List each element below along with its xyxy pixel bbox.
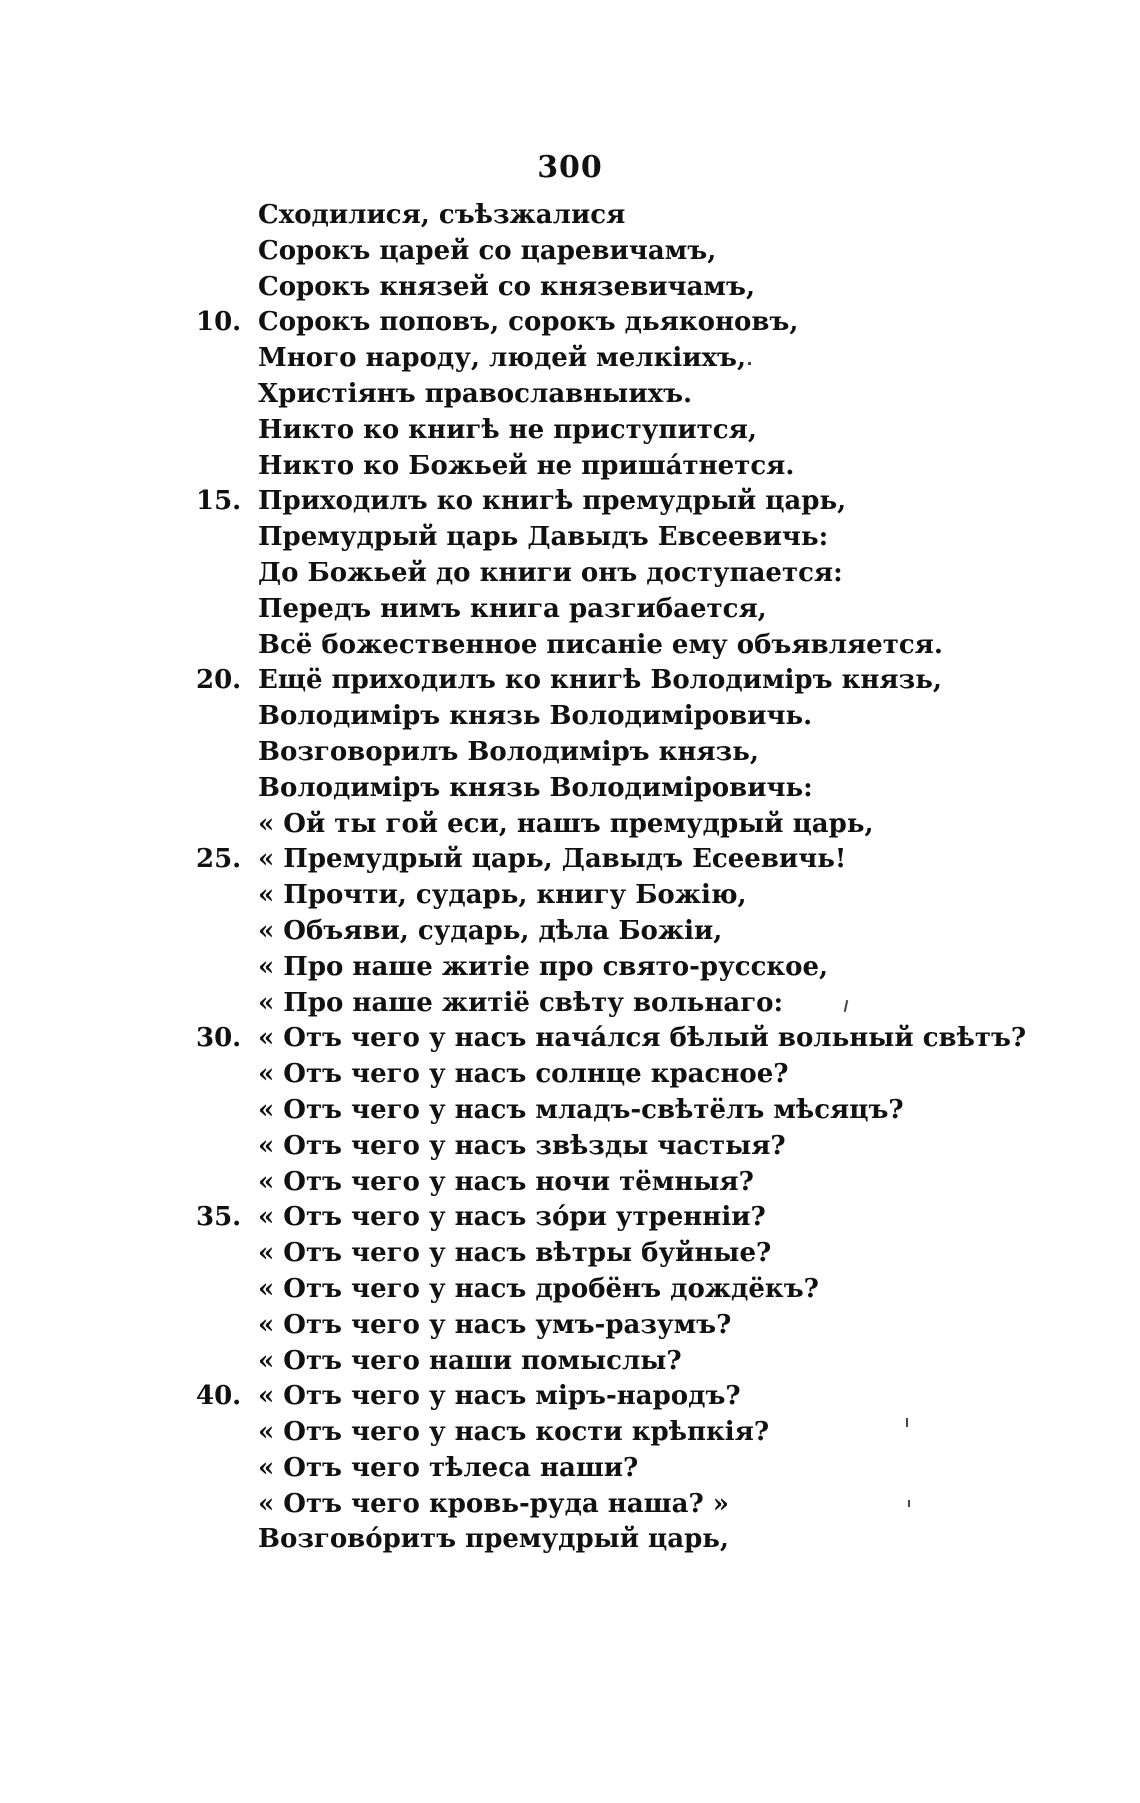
verse-line [0, 1093, 1140, 1129]
line-text: Володимiръ князь Володимiровичь: [258, 772, 813, 803]
verse-line [0, 1200, 1140, 1236]
line-text: Володимiръ князь Володимiровичь. [258, 701, 813, 732]
verse-line [0, 735, 1140, 771]
line-number: 20. [196, 665, 242, 696]
line-text: Передъ нимъ книга разгибается, [258, 593, 767, 624]
verse-line [0, 807, 1140, 843]
line-text: « Отъ чего наши помыслы? [258, 1345, 682, 1376]
line-text: Приходилъ ко книгѣ премудрый царь, [258, 486, 847, 517]
print-speck [748, 362, 751, 365]
verse-line [0, 341, 1140, 377]
line-text: « Отъ чего у насъ зóри утреннiи? [258, 1202, 766, 1233]
verse-line [0, 449, 1140, 485]
line-text: « Премудрый царь, Давыдъ Есеевичь! [258, 844, 847, 875]
line-text: « Отъ чего у насъ звѣзды частыя? [258, 1130, 786, 1161]
line-text: « Отъ чего у насъ умъ-разумъ? [258, 1309, 732, 1340]
verse-line [0, 1236, 1140, 1272]
verse-line [0, 1451, 1140, 1487]
verse-line [0, 1415, 1140, 1451]
line-text: Сорокъ царей со царевичамъ, [258, 235, 717, 266]
line-text: Ещё приходилъ ко книгѣ Володимiръ князь, [258, 665, 942, 696]
line-text: Много народу, людей мелкiихъ, [258, 343, 747, 374]
verse-line [0, 1272, 1140, 1308]
print-speck [908, 1500, 910, 1507]
verse-line [0, 842, 1140, 878]
line-text: « Отъ чего у насъ дробёнъ дождёкъ? [258, 1273, 819, 1304]
verse-line [0, 592, 1140, 628]
line-text: « Объяви, сударь, дѣла Божiи, [258, 915, 723, 946]
line-text: Сходилися, съѣзжалися [258, 200, 626, 230]
verse-line [0, 1129, 1140, 1165]
verse-line [0, 520, 1140, 556]
line-text: « Отъ чего у насъ вѣтры буйные? [258, 1238, 772, 1269]
line-text: Христiянъ православныихъ. [258, 378, 693, 409]
line-text: « Отъ чего кровь-руда наша? » [258, 1488, 730, 1519]
line-number: 35. [196, 1202, 242, 1233]
line-text: « Про наше житiё свѣту вольнаго: [258, 987, 784, 1018]
verse-line [0, 1522, 1140, 1558]
verse-line [0, 986, 1140, 1022]
line-text: « Отъ чего у насъ начáлся бѣлый вольный свѣтъ? [258, 1023, 1027, 1054]
verse-line [0, 1487, 1140, 1523]
line-number: 40. [196, 1381, 242, 1412]
line-text: « Отъ чего у насъ солнце красное? [258, 1059, 789, 1090]
verse-line [0, 1308, 1140, 1344]
verse-line [0, 1021, 1140, 1057]
verse-line [0, 699, 1140, 735]
line-text: « Про наше житiе про свято-русское, [258, 951, 829, 982]
line-number: 25. [196, 844, 242, 875]
line-number: 15. [196, 486, 242, 517]
line-text: « Отъ чего у насъ младъ-свѣтёлъ мѣсяцъ? [258, 1094, 904, 1125]
verse-line [0, 484, 1140, 520]
line-text: Премудрый царь Давыдъ Евсеевичь: [258, 522, 829, 553]
verse-line [0, 198, 1140, 234]
line-text: « Отъ чего у насъ ночи тёмныя? [258, 1166, 754, 1197]
verse-line [0, 377, 1140, 413]
line-text: Возговорилъ Володимiръ князь, [258, 736, 759, 767]
verse-line [0, 950, 1140, 986]
verse-line [0, 771, 1140, 807]
verse-line [0, 305, 1140, 341]
line-text: Сорокъ князей со князевичамъ, [258, 271, 755, 302]
verse-line [0, 628, 1140, 664]
line-text: Никто ко Божьей не пришáтнется. [258, 450, 795, 481]
line-text: « Ой ты гой еси, нашъ премудрый царь, [258, 808, 874, 839]
verse-line [0, 1057, 1140, 1093]
verse-line [0, 270, 1140, 306]
verse-line [0, 1344, 1140, 1380]
line-number: 10. [196, 307, 242, 338]
line-text: Всё божественное писанiе ему объявляется. [258, 629, 943, 660]
print-speck [906, 1418, 908, 1427]
line-text: Никто ко книгѣ не приступится, [258, 414, 757, 445]
verse-line [0, 234, 1140, 270]
line-text: До Божьей до книги онъ доступается: [258, 557, 843, 588]
line-number: 30. [196, 1023, 242, 1054]
verse-line [0, 663, 1140, 699]
line-text: « Отъ чего у насъ кости крѣпкiя? [258, 1417, 770, 1448]
line-text: « Отъ чего тѣлеса наши? [258, 1452, 639, 1483]
page-number: 300 [537, 150, 603, 185]
verse-line [0, 1379, 1140, 1415]
line-text: « Прочти, сударь, книгу Божiю, [258, 880, 747, 911]
verse-block [0, 198, 1140, 1558]
verse-line [0, 1165, 1140, 1201]
verse-line [0, 914, 1140, 950]
verse-line [0, 556, 1140, 592]
line-text: « Отъ чего у насъ мiръ-народъ? [258, 1381, 741, 1412]
verse-line [0, 878, 1140, 914]
verse-line [0, 413, 1140, 449]
line-text: Сорокъ поповъ, сорокъ дьяконовъ, [258, 307, 799, 338]
line-text: Возговóритъ премудрый царь, [258, 1524, 729, 1555]
